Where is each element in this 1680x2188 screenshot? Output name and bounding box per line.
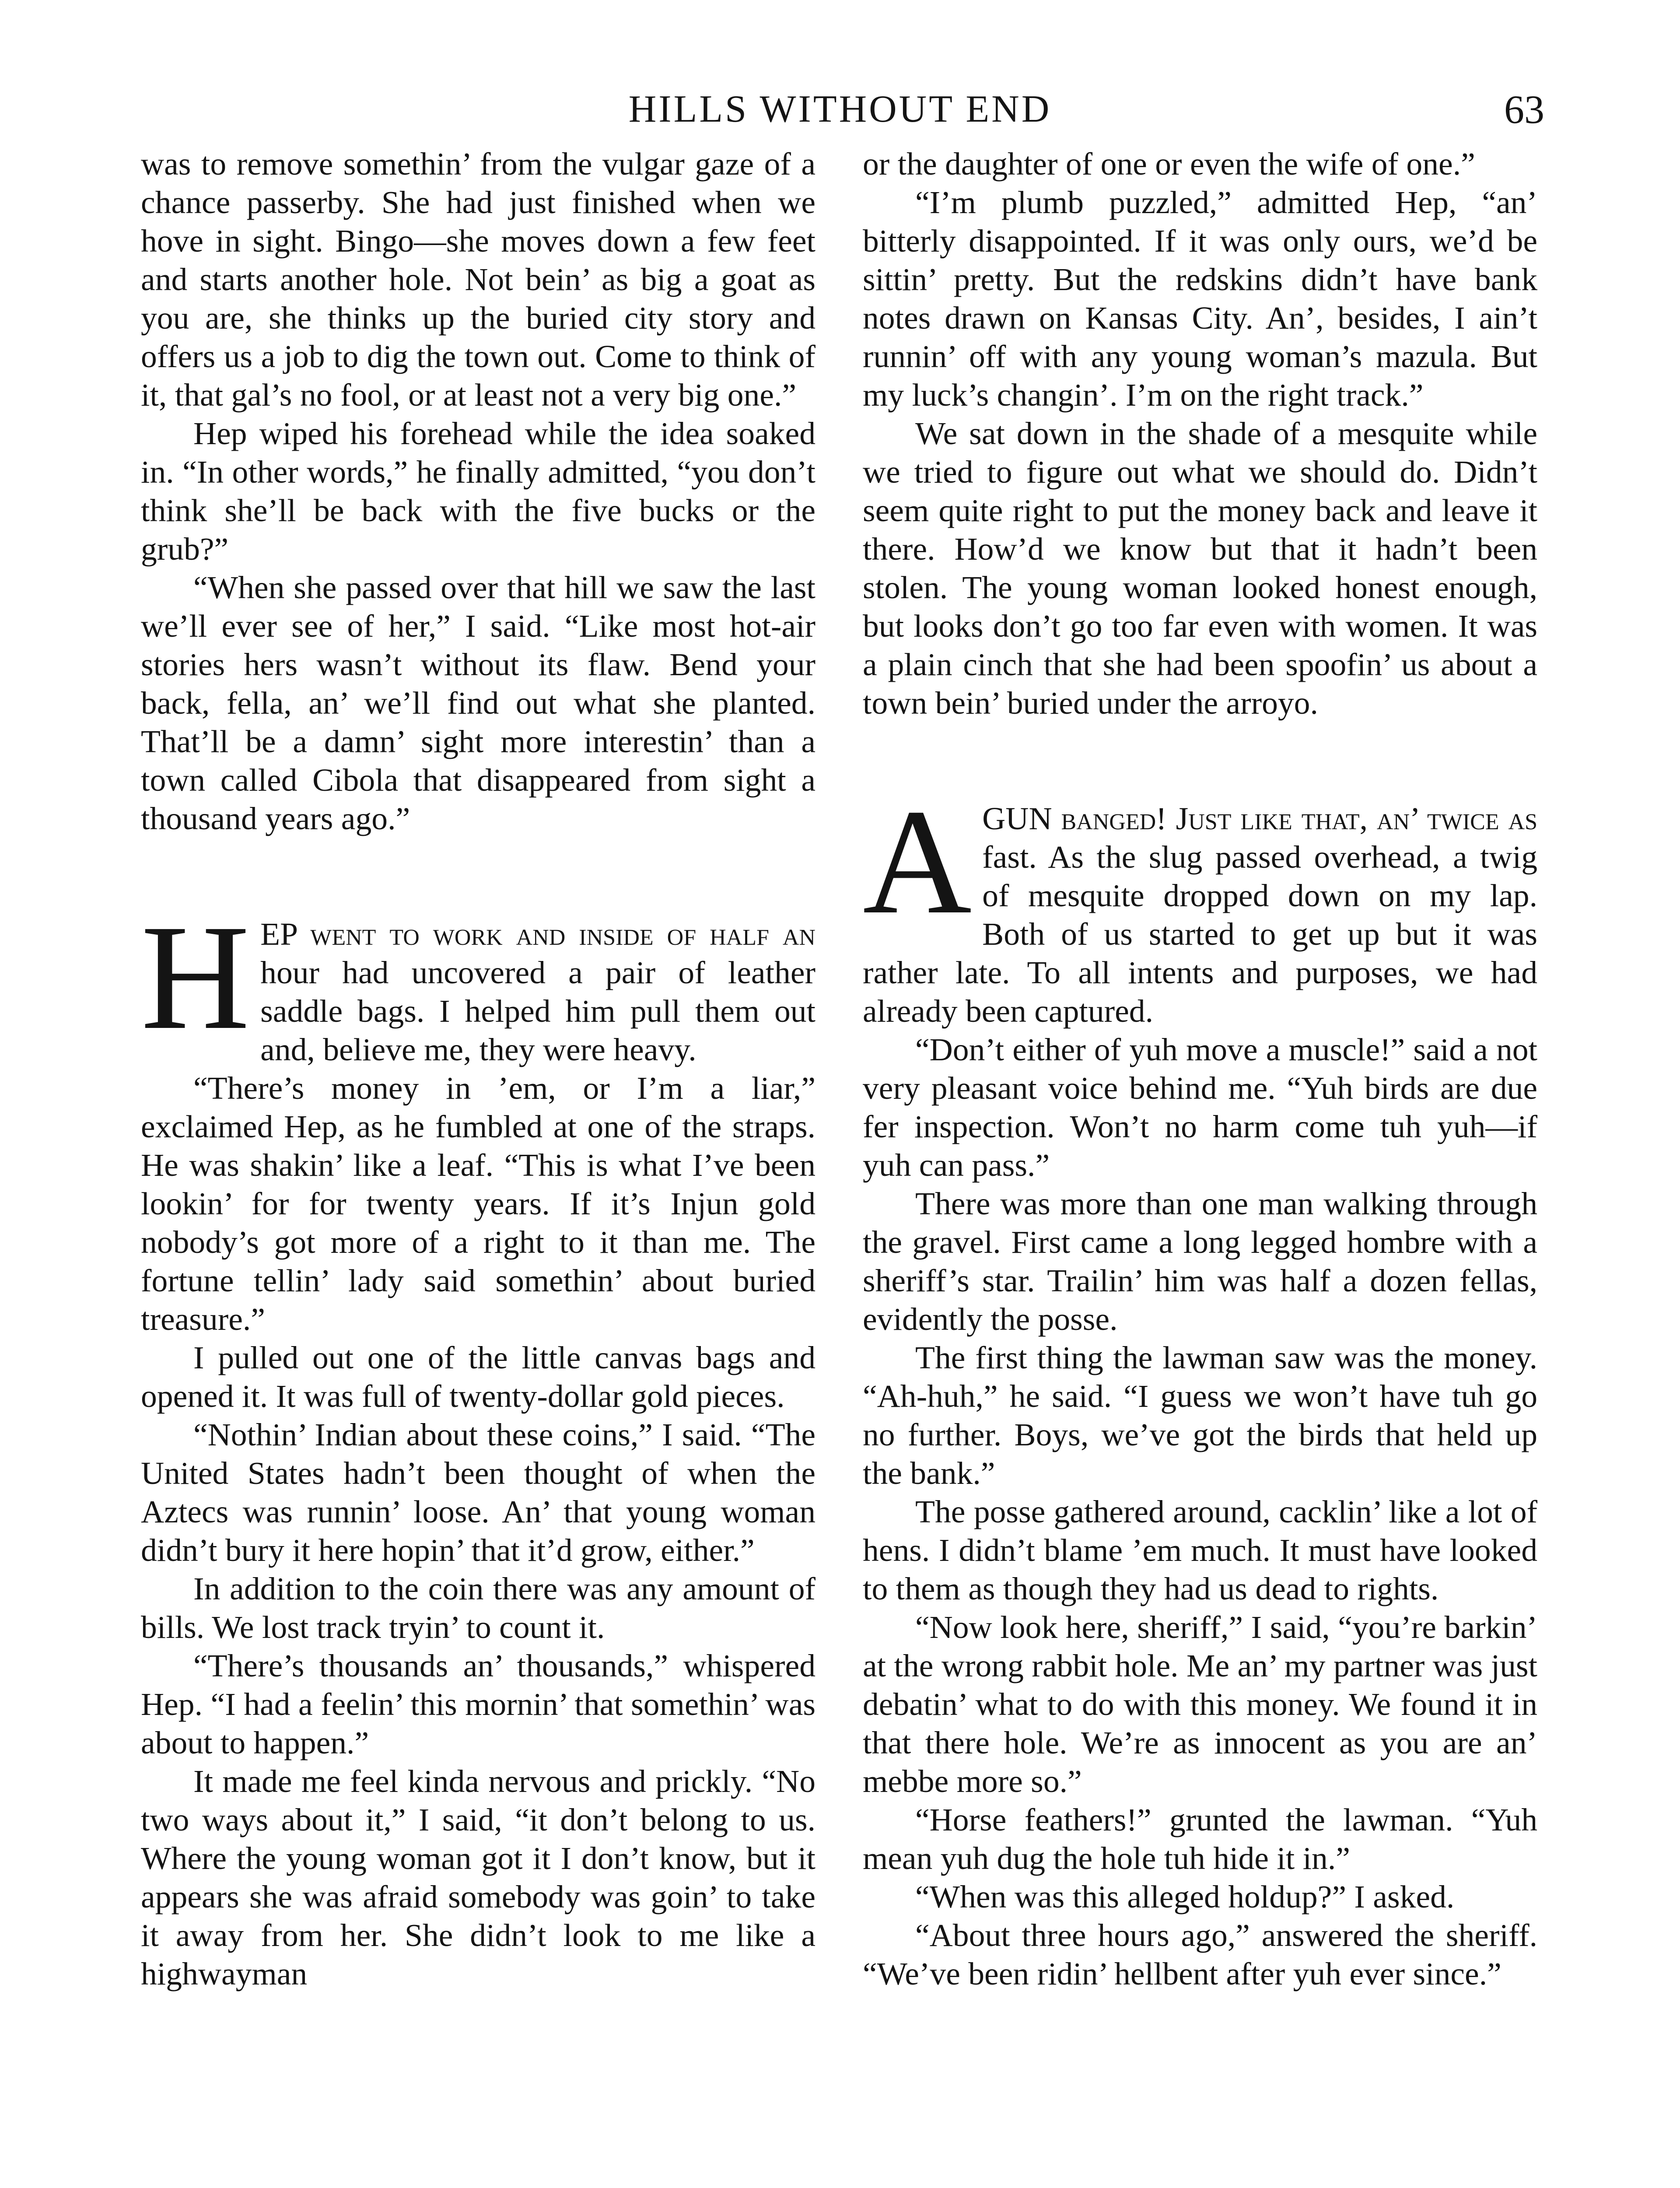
paragraph: “When was this alleged holdup?” I asked. <box>915 1879 1455 1914</box>
section-opening-paragraph <box>141 894 816 1069</box>
right-text-column <box>863 144 1537 1993</box>
paragraph: “When she passed over that hill we saw the last we’ll ever see of her,” I said. “Like most hot-air stories hers wasn’t without its flaw. Bend your back, fella, an’ we’ll find out what she planted. That’ll be a damn’ sight more interestin’ than a town called Cibola that disappeared from sight a thousand years ago.” <box>141 569 816 836</box>
running-header <box>136 83 1544 136</box>
paragraph: The posse gathered around, cacklin’ like a lot of hens. I didn’t blame ’em much. It must have looked to them as though they had us dead to rights. <box>863 1494 1537 1606</box>
paragraph: “There’s thousands an’ thousands,” whispered Hep. “I had a feelin’ this mornin’ that somethin’ was about to happen.” <box>141 1648 816 1760</box>
paragraph: “Now look here, sheriff,” I said, “you’re barkin’ at the wrong rabbit hole. Me an’ my partner was just debatin’ what to do with this money. We found it in that there hole. We’re as innocent as you are an’ mebbe more so.” <box>863 1609 1537 1799</box>
paragraph: “Nothin’ Indian about these coins,” I said. “The United States hadn’t been thought of when the Aztecs was runnin’ loose. An’ that young woman didn’t bury it here hopin’ that it’d grow, either.” <box>141 1417 816 1568</box>
paragraph: “About three hours ago,” answered the sheriff. “We’ve been ridin’ hellbent after yuh ever since.” <box>863 1917 1537 1992</box>
section-opening-paragraph <box>863 778 1537 1030</box>
drop-cap-initial: H <box>141 894 250 1061</box>
drop-cap-initial: A <box>863 778 972 945</box>
page-number: 63 <box>1504 87 1544 132</box>
paragraph-text: EP went to work and inside of half an hour had uncovered a pair of leather saddle bags. I helped him pull them out and, believe me, they were heavy. <box>260 916 816 1067</box>
paragraph: was to remove somethin’ from the vulgar gaze of a chance passerby. She had just finished when we hove in sight. Bingo—she moves down a few feet and starts another hole. Not bein’ as big a goat as you are, she thinks up the buried city story and offers us a job to dig the town out. Come to think of it, that gal’s no fool, or at least not a very big one.” <box>141 146 816 413</box>
paragraph: “I’m plumb puzzled,” admitted Hep, “an’ bitterly disappointed. If it was only ours, we’d be sittin’ pretty. But the redskins didn’t have bank notes drawn on Kansas City. An’, besides, I ain’t runnin’ off with any young woman’s mazula. But my luck’s changin’. I’m on the right track.” <box>863 184 1537 413</box>
paragraph: Hep wiped his forehead while the idea soaked in. “In other words,” he finally admitted, “you don’t think she’ll be back with the five bucks or the grub?” <box>141 415 816 567</box>
paragraph: In addition to the coin there was any amount of bills. We lost track tryin’ to count it. <box>141 1571 816 1645</box>
left-text-column <box>141 144 816 1993</box>
paragraph: or the daughter of one or even the wife of one.” <box>863 146 1475 182</box>
paragraph: The first thing the lawman saw was the money. “Ah-huh,” he said. “I guess we won’t have tuh go no further. Boys, we’ve got the birds that held up the bank.” <box>863 1339 1537 1491</box>
paragraph: We sat down in the shade of a mesquite while we tried to figure out what we should do. Didn’t seem quite right to put the money back and leave it there. How’d we know but that it hadn’t been stolen. The young woman looked honest enough, but looks don’t go too far even with women. It was a plain cinch that she had been spoofin’ us about a town bein’ buried under the arroyo. <box>863 415 1537 721</box>
paragraph: “Horse feathers!” grunted the lawman. “Yuh mean yuh dug the hole tuh hide it in.” <box>863 1802 1537 1876</box>
paragraph: “There’s money in ’em, or I’m a liar,” exclaimed Hep, as he fumbled at one of the straps. He was shakin’ like a leaf. “This is what I’ve been lookin’ for for twenty years. If it’s Injun gold nobody’s got more of a right to it than me. The fortune tellin’ lady said somethin’ about buried treasure.” <box>141 1070 816 1337</box>
paragraph: “Don’t either of yuh move a muscle!” said a not very pleasant voice behind me. “Yuh birds are due fer inspection. Won’t no harm come tuh yuh—if yuh can pass.” <box>863 1031 1537 1183</box>
story-title: HILLS WITHOUT END <box>628 88 1052 130</box>
paragraph: There was more than one man walking through the gravel. First came a long legged hombre with a sheriff’s star. Trailin’ him was half a dozen fellas, evidently the posse. <box>863 1185 1537 1337</box>
paragraph-text: GUN banged! Just like that, an’ twice as fast. As the slug passed overhead, a twig of mesquite dropped down on my lap. Both of us started to get up but it was rather late. To all intents and purposes, we had already been captured. <box>863 800 1537 1029</box>
paragraph: It made me feel kinda nervous and prickly. “No two ways about it,” I said, “it don’t belong to us. Where the young woman got it I don’t know, but it appears she was afraid somebody was goin’ to take it away from her. She didn’t look to me like a highwayman <box>141 1763 816 1992</box>
paragraph: I pulled out one of the little canvas bags and opened it. It was full of twenty-dollar gold pieces. <box>141 1339 816 1414</box>
